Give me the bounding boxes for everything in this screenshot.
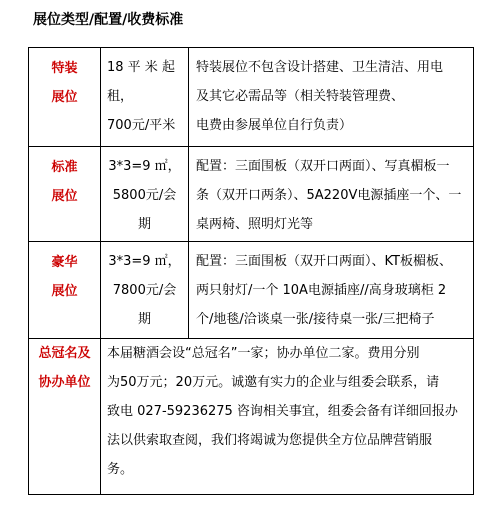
- price-line: 18 平 米 起: [107, 60, 175, 75]
- price-line: 租，: [107, 89, 134, 104]
- booth-type-line: 展位: [51, 284, 78, 299]
- price-cell: [101, 48, 189, 147]
- table-row-standard-booth: [29, 147, 474, 242]
- price-line: 5800元/会: [112, 188, 177, 203]
- description-line: 配置：三面围板（双开口两面）、写真楣板一: [196, 159, 450, 174]
- booth-type-line: 展位: [51, 189, 78, 204]
- table-row-title-sponsor: [29, 339, 474, 495]
- booth-type-line: 特装: [51, 61, 78, 76]
- description-cell: [189, 48, 474, 147]
- description-line: 特装展位不包含设计搭建、卫生清洁、用电: [196, 60, 444, 75]
- description-line: 两只射灯/一个 10A电源插座//高身玻璃柜 2: [196, 283, 447, 298]
- description-line: 务。: [107, 462, 134, 477]
- booth-type-line: 标准: [51, 160, 78, 175]
- price-line: 期: [137, 312, 151, 327]
- description-line: 及其它必需品等（相关特装管理费、: [196, 89, 405, 104]
- description-line: 配置：三面围板（双开口两面）、KT板楣板、: [196, 254, 452, 269]
- description-line: 本届糖酒会设“总冠名”一家；协办单位二家。费用分别: [107, 346, 420, 361]
- price-line: 7800元/会: [112, 283, 177, 298]
- description-line: 为50万元；20万元。诚邀有实力的企业与组委会联系，请: [107, 375, 440, 390]
- price-line: 期: [137, 217, 151, 232]
- booth-type-line: 总冠名及: [38, 346, 91, 361]
- sponsor-description-cell: [101, 339, 474, 495]
- description-line: 条（双开口两条）、5A220V电源插座一个、一: [196, 188, 462, 203]
- description-line: 个/地毯/洽谈桌一张/接待桌一张/三把椅子: [196, 312, 435, 327]
- booth-type-line: 豪华: [51, 255, 78, 270]
- description-line: 桌两椅、照明灯光等: [196, 217, 314, 232]
- table-row-special-booth: [29, 48, 474, 147]
- booth-fee-table: [28, 47, 474, 495]
- booth-type-line: 展位: [51, 90, 78, 105]
- price-cell: [101, 147, 189, 242]
- booth-type-cell: [29, 242, 101, 339]
- booth-type-line: 协办单位: [38, 375, 91, 390]
- price-line: 3*3=9 ㎡，: [108, 254, 181, 269]
- description-cell: [189, 242, 474, 339]
- booth-type-cell: [29, 147, 101, 242]
- price-line: 700元/平米: [107, 118, 176, 133]
- price-cell: [101, 242, 189, 339]
- table-row-deluxe-booth: [29, 242, 474, 339]
- booth-type-cell: [29, 48, 101, 147]
- price-line: 3*3=9 ㎡，: [108, 159, 181, 174]
- description-line: 致电 027-59236275 咨询相关事宜，组委会备有详细回报办: [107, 404, 458, 419]
- description-line: 电费由参展单位自行负责）: [196, 118, 353, 133]
- page-title: 展位类型/配置/收费标准: [33, 12, 184, 28]
- booth-type-cell: [29, 339, 101, 495]
- description-line: 法以供索取查阅，我们将竭诚为您提供全方位品牌营销服: [107, 433, 433, 448]
- description-cell: [189, 147, 474, 242]
